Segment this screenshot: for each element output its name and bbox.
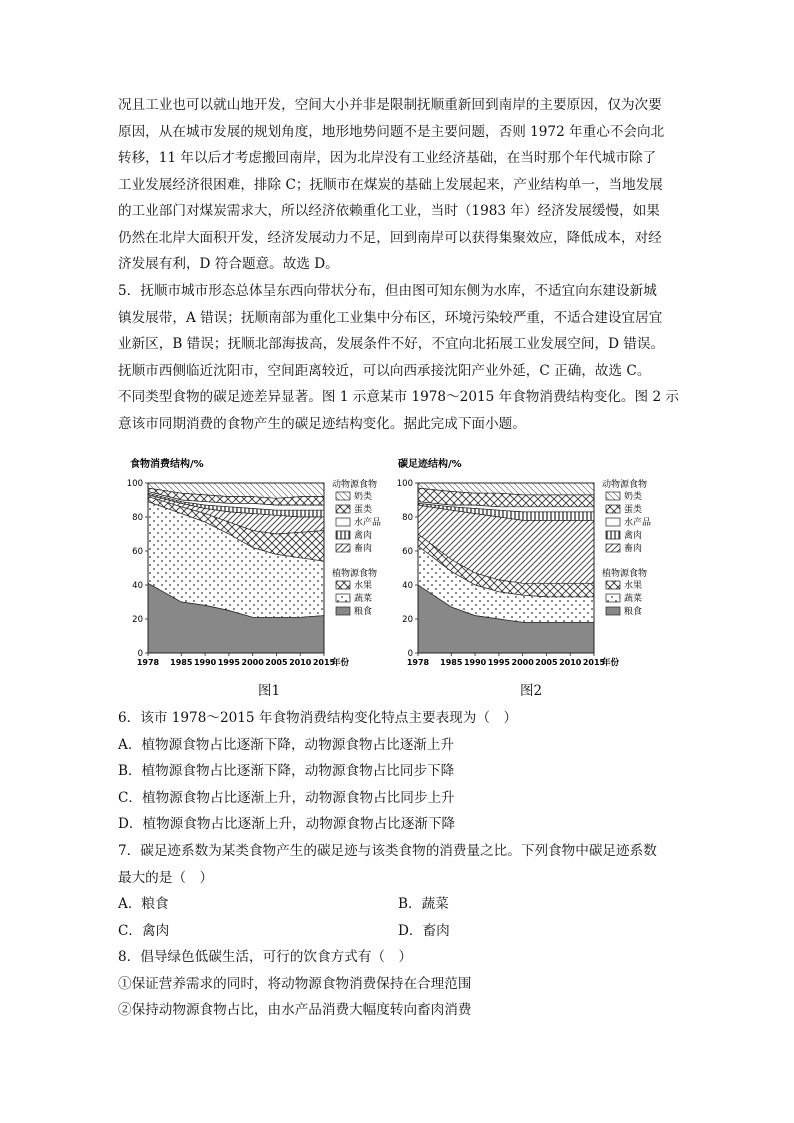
text-line: 仍然在北岸大面积开发，经济发展动力不足，回到南岸可以获得集聚效应，降低成本，对经 [118,229,662,246]
x-tick-label: 2000 [511,658,534,667]
legend-swatch-livestock-meat [336,544,350,552]
legend-label-fruit: 水果 [624,581,643,591]
y-tick-label: 40 [132,581,143,591]
answer-paragraph-prev [118,92,678,278]
option-b[interactable]: B．蔬菜 [398,896,449,912]
option-c[interactable]: C．植物源食物占比逐渐上升，动物源食物占比同步上升 [118,789,455,806]
text-line: 济发展有利，D 符合题意。故选 D。 [118,256,339,272]
text-line: 的工业部门对煤炭需求大，所以经济依赖重化工业，当时（1983 年）经济发展缓慢，如果 [118,203,660,219]
text-line: 5．抚顺市城市形态总体呈东西向带状分布，但由图可知东侧为水库，不适宜向东建设新城 [118,283,657,299]
x-tick-label: 2015 [312,658,336,667]
y-tick-label: 20 [402,615,413,625]
question-stem: 7．碳足迹系数为某类食物产生的碳足迹与该类食物的消费量之比。下列食物中碳足迹系数 [118,843,657,859]
text-line: 工业发展经济很困难，排除 C；抚顺市在煤炭的基础上发展起来，产业结构单一，当地发展 [118,176,663,193]
y-tick-label: 100 [126,479,143,489]
x-tick-label: 2005 [535,658,558,667]
legend-swatch-egg [606,505,620,513]
legend-label-poultry: 禽肉 [354,531,373,541]
legend-1 [332,478,381,617]
legend-label-poultry: 禽肉 [624,531,643,541]
figure-1-chart [120,455,382,673]
legend-swatch-aquatic [336,518,350,526]
legend-label-egg: 蛋类 [354,505,373,515]
legend-swatch-fruit [606,581,620,589]
question-8 [118,944,678,1024]
text-line: 镇发展带，A 错误；抚顺南部为重化工业集中分布区，环境污染较严重，不适合建设宜居宜 [118,309,663,326]
x-tick-label: 1995 [217,658,240,667]
x-tick-label: 1978 [406,658,430,667]
text-line: 不同类型食物的碳足迹差异显著。图 1 示意某市 1978～2015 年食物消费结构变化。图 2 示 [118,389,680,405]
legend-plant-title: 植物源食物 [332,569,378,579]
legend-swatch-vegetable [606,594,620,602]
option-a[interactable]: A．植物源食物占比逐渐下降，动物源食物占比逐渐上升 [118,736,455,753]
y-axis-label: 碳足迹结构/% [398,459,462,470]
legend-label-vegetable: 蔬菜 [354,594,373,604]
x-tick-label: 1990 [193,658,217,667]
legend-swatch-aquatic [606,518,620,526]
y-tick-label: 40 [402,581,413,591]
text-line: 业新区，B 错误；抚顺北部海拔高，发展条件不好，不宜向北拓展工业发展空间，D 错误。 [118,336,665,352]
legend-swatch-poultry [606,531,620,539]
figure-2-chart [390,455,652,673]
question-stem: 8．倡导绿色低碳生活，可行的饮食方式有（ ） [118,949,413,965]
option-a[interactable]: A．粮食 [118,896,169,912]
y-tick-label: 20 [132,615,143,625]
legend-label-dairy: 奶类 [354,492,373,502]
legend-animal-title: 动物源食物 [602,480,648,490]
legend-swatch-grain [336,607,350,615]
text-line: 抚顺市西侧临近沈阳市，空间距离较近，可以向西承接沈阳产业外延，C 正确，故选 C。 [118,362,651,379]
option-b[interactable]: B．植物源食物占比逐渐下降，动物源食物占比同步下降 [118,763,455,779]
legend-label-dairy: 奶类 [624,492,643,502]
x-tick-label: 1990 [463,658,487,667]
x-tick-label: 1978 [136,658,160,667]
question-6 [118,705,678,838]
legend-label-livestock-meat: 畜肉 [354,544,373,554]
legend-swatch-dairy [336,492,350,500]
legend-2 [602,478,651,617]
legend-swatch-fruit [336,581,350,589]
legend-label-grain: 粮食 [354,607,373,617]
x-tick-label: 2000 [241,658,264,667]
options-row [118,891,678,918]
legend-swatch-vegetable [336,594,350,602]
plot-area-1 [127,479,350,668]
text-line: 意该市同期消费的食物产生的碳足迹结构变化。据此完成下面小题。 [118,415,526,432]
legend-swatch-livestock-meat [606,544,620,552]
y-axis-label: 食物消费结构/% [130,459,204,470]
x-axis-unit: 年份 [332,658,350,668]
legend-swatch-dairy [606,492,620,500]
legend-label-livestock-meat: 畜肉 [624,544,643,554]
legend-animal-title: 动物源食物 [332,480,378,490]
legend-swatch-grain [606,607,620,615]
question-stem: 6．该市 1978～2015 年食物消费结构变化特点主要表现为（ ） [118,710,518,726]
text-line: 原因，从在城市发展的规划角度，地形地势问题不是主要问题，否则 1972 年重心不会向北 [118,123,665,140]
x-axis-unit: 年份 [602,658,620,668]
text-line: 况且工业也可以就山地开发，空间大小并非是限制抚顺重新回到南岸的主要原因，仅为次要 [118,97,662,113]
option-d[interactable]: D．植物源食物占比逐渐上升，动物源食物占比逐渐下降 [118,816,456,832]
x-tick-label: 2005 [265,658,288,667]
figure-1-caption: 图1 [258,683,281,699]
y-tick-label: 60 [402,547,413,557]
legend-plant-title: 植物源食物 [602,569,648,579]
question-stem-cont: 最大的是（ ） [118,869,214,886]
legend-label-fruit: 水果 [354,581,373,591]
legend-label-grain: 粮食 [624,607,643,617]
options-row [118,918,678,945]
x-tick-label: 2015 [582,658,606,667]
figure-2-caption: 图2 [520,683,543,699]
choice-item-1: ①保证营养需求的同时，将动物源食物消费保持在合理范围 [118,975,472,992]
legend-label-vegetable: 蔬菜 [624,594,643,604]
y-tick-label: 0 [137,649,143,659]
x-tick-label: 1995 [487,658,510,667]
answer-paragraph-q5 [118,278,678,384]
x-tick-label: 2010 [289,658,312,667]
legend-label-aquatic: 水产品 [354,518,382,528]
legend-label-aquatic: 水产品 [624,518,652,528]
option-c[interactable]: C．禽肉 [118,922,170,939]
legend-swatch-egg [336,505,350,513]
option-d[interactable]: D．畜肉 [398,922,450,939]
y-tick-label: 60 [132,547,143,557]
x-tick-label: 2010 [559,658,582,667]
y-tick-label: 0 [407,649,413,659]
question-7 [118,838,678,944]
plot-area-2 [397,479,620,668]
text-line: 转移，11 年以后才考虑搬回南岸，因为北岸没有工业经济基础，在当时那个年代城市除了 [118,150,657,166]
intro-paragraph [118,384,678,437]
legend-swatch-poultry [336,531,350,539]
y-tick-label: 80 [132,513,143,523]
y-tick-label: 80 [402,513,413,523]
legend-label-egg: 蛋类 [624,505,643,515]
x-tick-label: 1985 [440,658,463,667]
choice-item-2: ②保持动物源食物占比，由水产品消费大幅度转向畜肉消费 [118,1002,472,1018]
y-tick-label: 100 [396,479,413,489]
x-tick-label: 1985 [170,658,193,667]
